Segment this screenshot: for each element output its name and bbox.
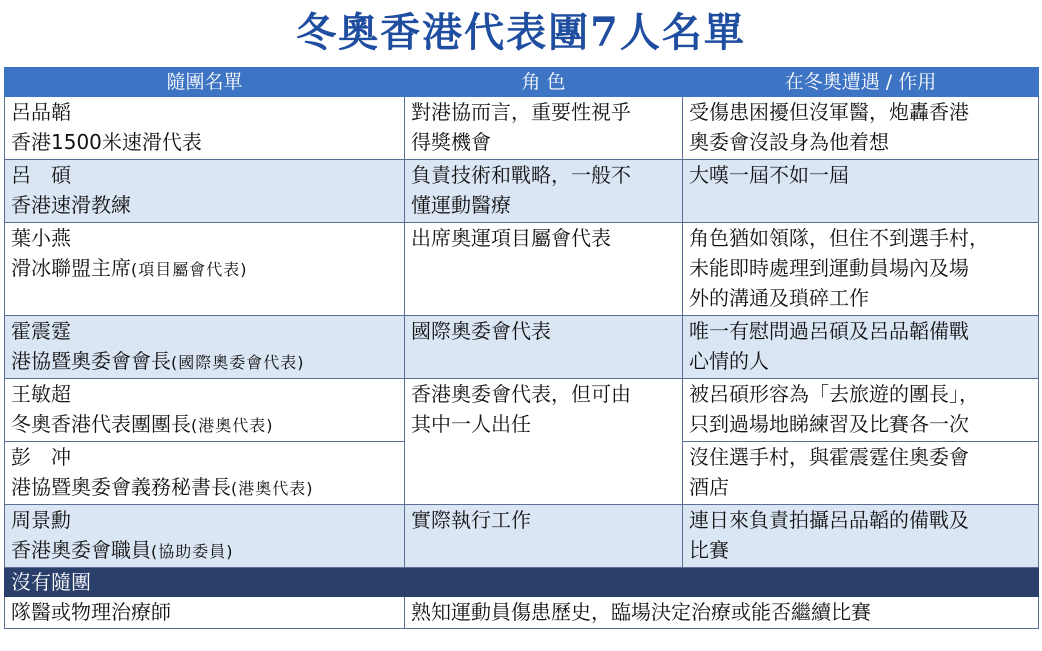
- role-cell: 實際執行工作: [405, 505, 683, 568]
- member-cell: 隊醫或物理治療師: [5, 597, 405, 629]
- member-cell: 彭 冲 港協暨奧委會義務秘書長(港奧代表): [5, 442, 405, 505]
- role-cell: 國際奧委會代表: [405, 316, 683, 379]
- delegation-table: [4, 67, 1039, 629]
- note-cell: 大嘆一屆不如一屆: [683, 160, 1039, 223]
- section-row: [5, 568, 1039, 597]
- member-cell: 葉小燕 滑冰聯盟主席(項目屬會代表): [5, 223, 405, 316]
- role-cell: 對港協而言，重要性視乎 得獎機會: [405, 97, 683, 160]
- role-cell: 熟知運動員傷患歷史，臨場決定治療或能否繼續比賽: [405, 597, 1039, 629]
- header-role: 角 色: [405, 68, 683, 97]
- header-notes: 在冬奧遭遇 / 作用: [683, 68, 1039, 97]
- note-cell: 連日來負責拍攝呂品韜的備戰及 比賽: [683, 505, 1039, 568]
- table-row: [5, 379, 1039, 442]
- page-title: 冬奧香港代表團7人名單: [296, 9, 746, 56]
- role-cell: 出席奧運項目屬會代表: [405, 223, 683, 316]
- role-cell: 負責技術和戰略，一般不 懂運動醫療: [405, 160, 683, 223]
- member-cell: 霍震霆 港協暨奧委會會長(國際奧委會代表): [5, 316, 405, 379]
- member-cell: 周景勳 香港奧委會職員(協助委員): [5, 505, 405, 568]
- table-row: [5, 597, 1039, 629]
- note-cell: 唯一有慰問過呂碩及呂品韜備戰 心情的人: [683, 316, 1039, 379]
- member-cell: 呂 碩 香港速滑教練: [5, 160, 405, 223]
- section-label: 沒有隨團: [5, 568, 1039, 597]
- note-cell: 沒住選手村，與霍震霆住奧委會 酒店: [683, 442, 1039, 505]
- member-cell: 呂品韜 香港1500米速滑代表: [5, 97, 405, 160]
- header-members: 隨團名單: [5, 68, 405, 97]
- table-row: [5, 160, 1039, 223]
- note-cell: 角色猶如領隊，但住不到選手村， 未能即時處理到運動員場內及場 外的溝通及瑣碎工作: [683, 223, 1039, 316]
- table-header: [5, 68, 1039, 97]
- table-row: [5, 505, 1039, 568]
- table-row: [5, 97, 1039, 160]
- note-cell: 受傷患困擾但沒軍醫，炮轟香港 奧委會沒設身為他着想: [683, 97, 1039, 160]
- table-row: [5, 223, 1039, 316]
- role-cell: 香港奧委會代表，但可由 其中一人出任: [405, 379, 683, 505]
- table-row: [5, 316, 1039, 379]
- note-cell: 被呂碩形容為「去旅遊的團長」， 只到過場地睇練習及比賽各一次: [683, 379, 1039, 442]
- member-cell: 王敏超 冬奧香港代表團團長(港奧代表): [5, 379, 405, 442]
